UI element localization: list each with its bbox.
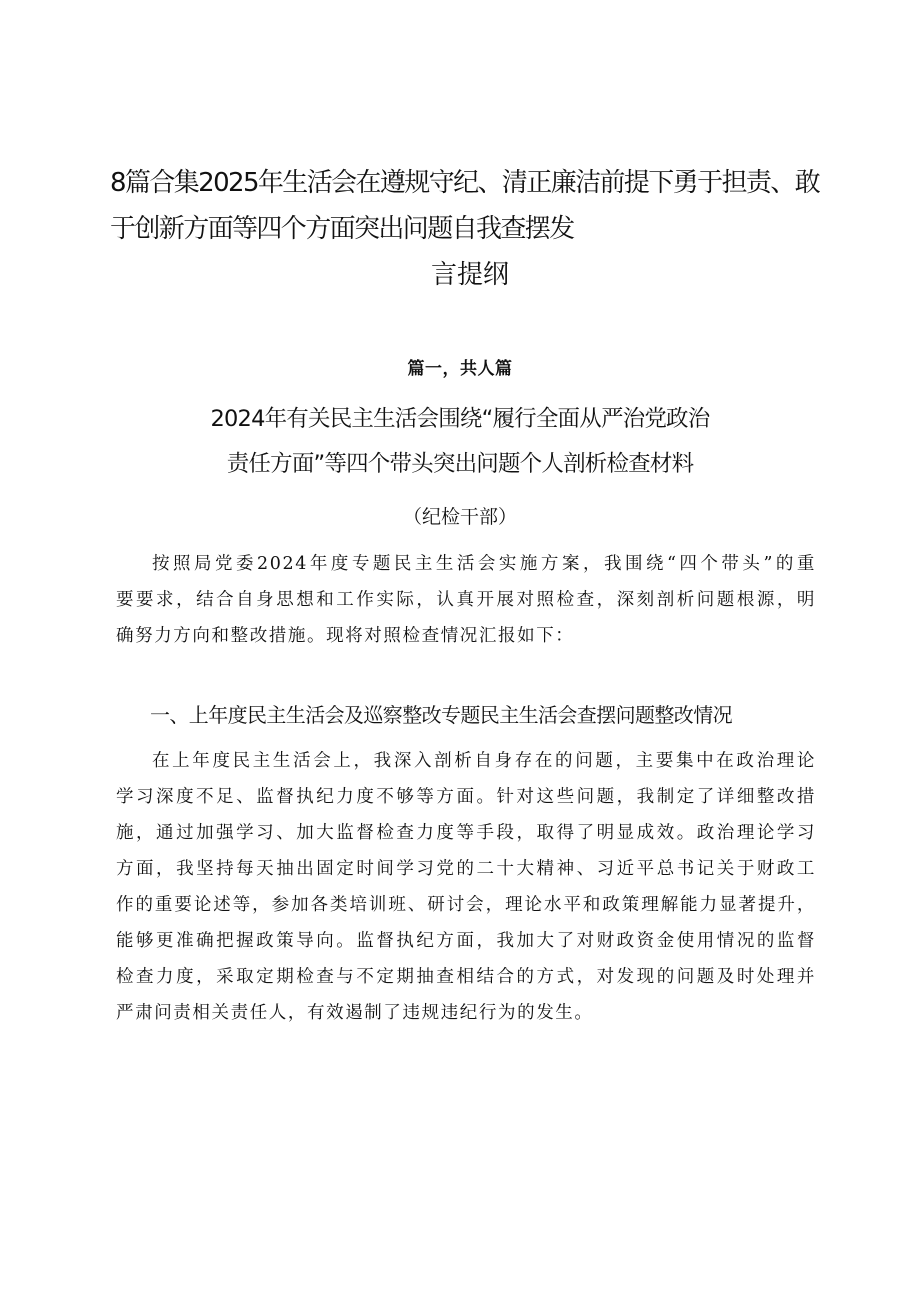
section-1-line: 在上年度民主生活会上，我深入剖析自身存在的问题，主要集中在政治理论	[152, 751, 816, 771]
section-1-heading: 一、上年度民主生活会及巡察整改专题民主生活会查摆问题整改情况	[150, 703, 732, 727]
subtitle	[0, 397, 920, 487]
section-1-line: 作的重要论述等，参加各类培训班、研讨会，理论水平和政策理解能力显著提升，	[116, 895, 816, 915]
part-label: 篇一，共人篇	[407, 359, 513, 379]
section-1-line: 能够更准确把握政策导向。监督执纪方面，我加大了对财政资金使用情况的监督	[116, 931, 816, 951]
subtitle-line-2: 责任方面”等四个带头突出问题个人剖析检查材料	[226, 451, 694, 477]
title-line-1: 8篇合集2025年生活会在遵规守纪、清正廉洁前提下勇于担责、敢	[110, 168, 820, 198]
document-title	[110, 160, 830, 298]
intro-line: 要要求，结合自身思想和工作实际，认真开展对照检查，深刻剖析问题根源，明	[116, 590, 816, 610]
section-1-line: 检查力度，采取定期检查与不定期抽查相结合的方式，对发现的问题及时处理并	[116, 967, 816, 987]
section-1-line: 施，通过加强学习、加大监督检查力度等手段，取得了明显成效。政治理论学习	[116, 823, 816, 843]
subtitle-note: （纪检干部）	[402, 506, 517, 528]
intro-line: 按照局党委2024年度专题民主生活会实施方案，我围绕“四个带头”的重	[152, 554, 816, 574]
section-1-paragraph	[116, 743, 816, 1031]
section-1-line: 方面，我坚持每天抽出固定时间学习党的二十大精神、习近平总书记关于财政工	[116, 859, 816, 879]
section-1-line: 严肃问责相关责任人，有效遏制了违规违纪行为的发生。	[116, 1003, 594, 1023]
section-1-line: 学习深度不足、监督执纪力度不够等方面。针对这些问题，我制定了详细整改措	[116, 787, 816, 807]
intro-paragraph	[116, 546, 816, 654]
title-line-2: 于创新方面等四个方面突出问题自我查摆发	[110, 214, 574, 244]
subtitle-line-1: 2024年有关民主生活会围绕“履行全面从严治党政治	[210, 406, 710, 432]
title-line-3: 言提纲	[430, 260, 509, 290]
intro-line: 确努力方向和整改措施。现将对照检查情况汇报如下：	[116, 626, 575, 646]
